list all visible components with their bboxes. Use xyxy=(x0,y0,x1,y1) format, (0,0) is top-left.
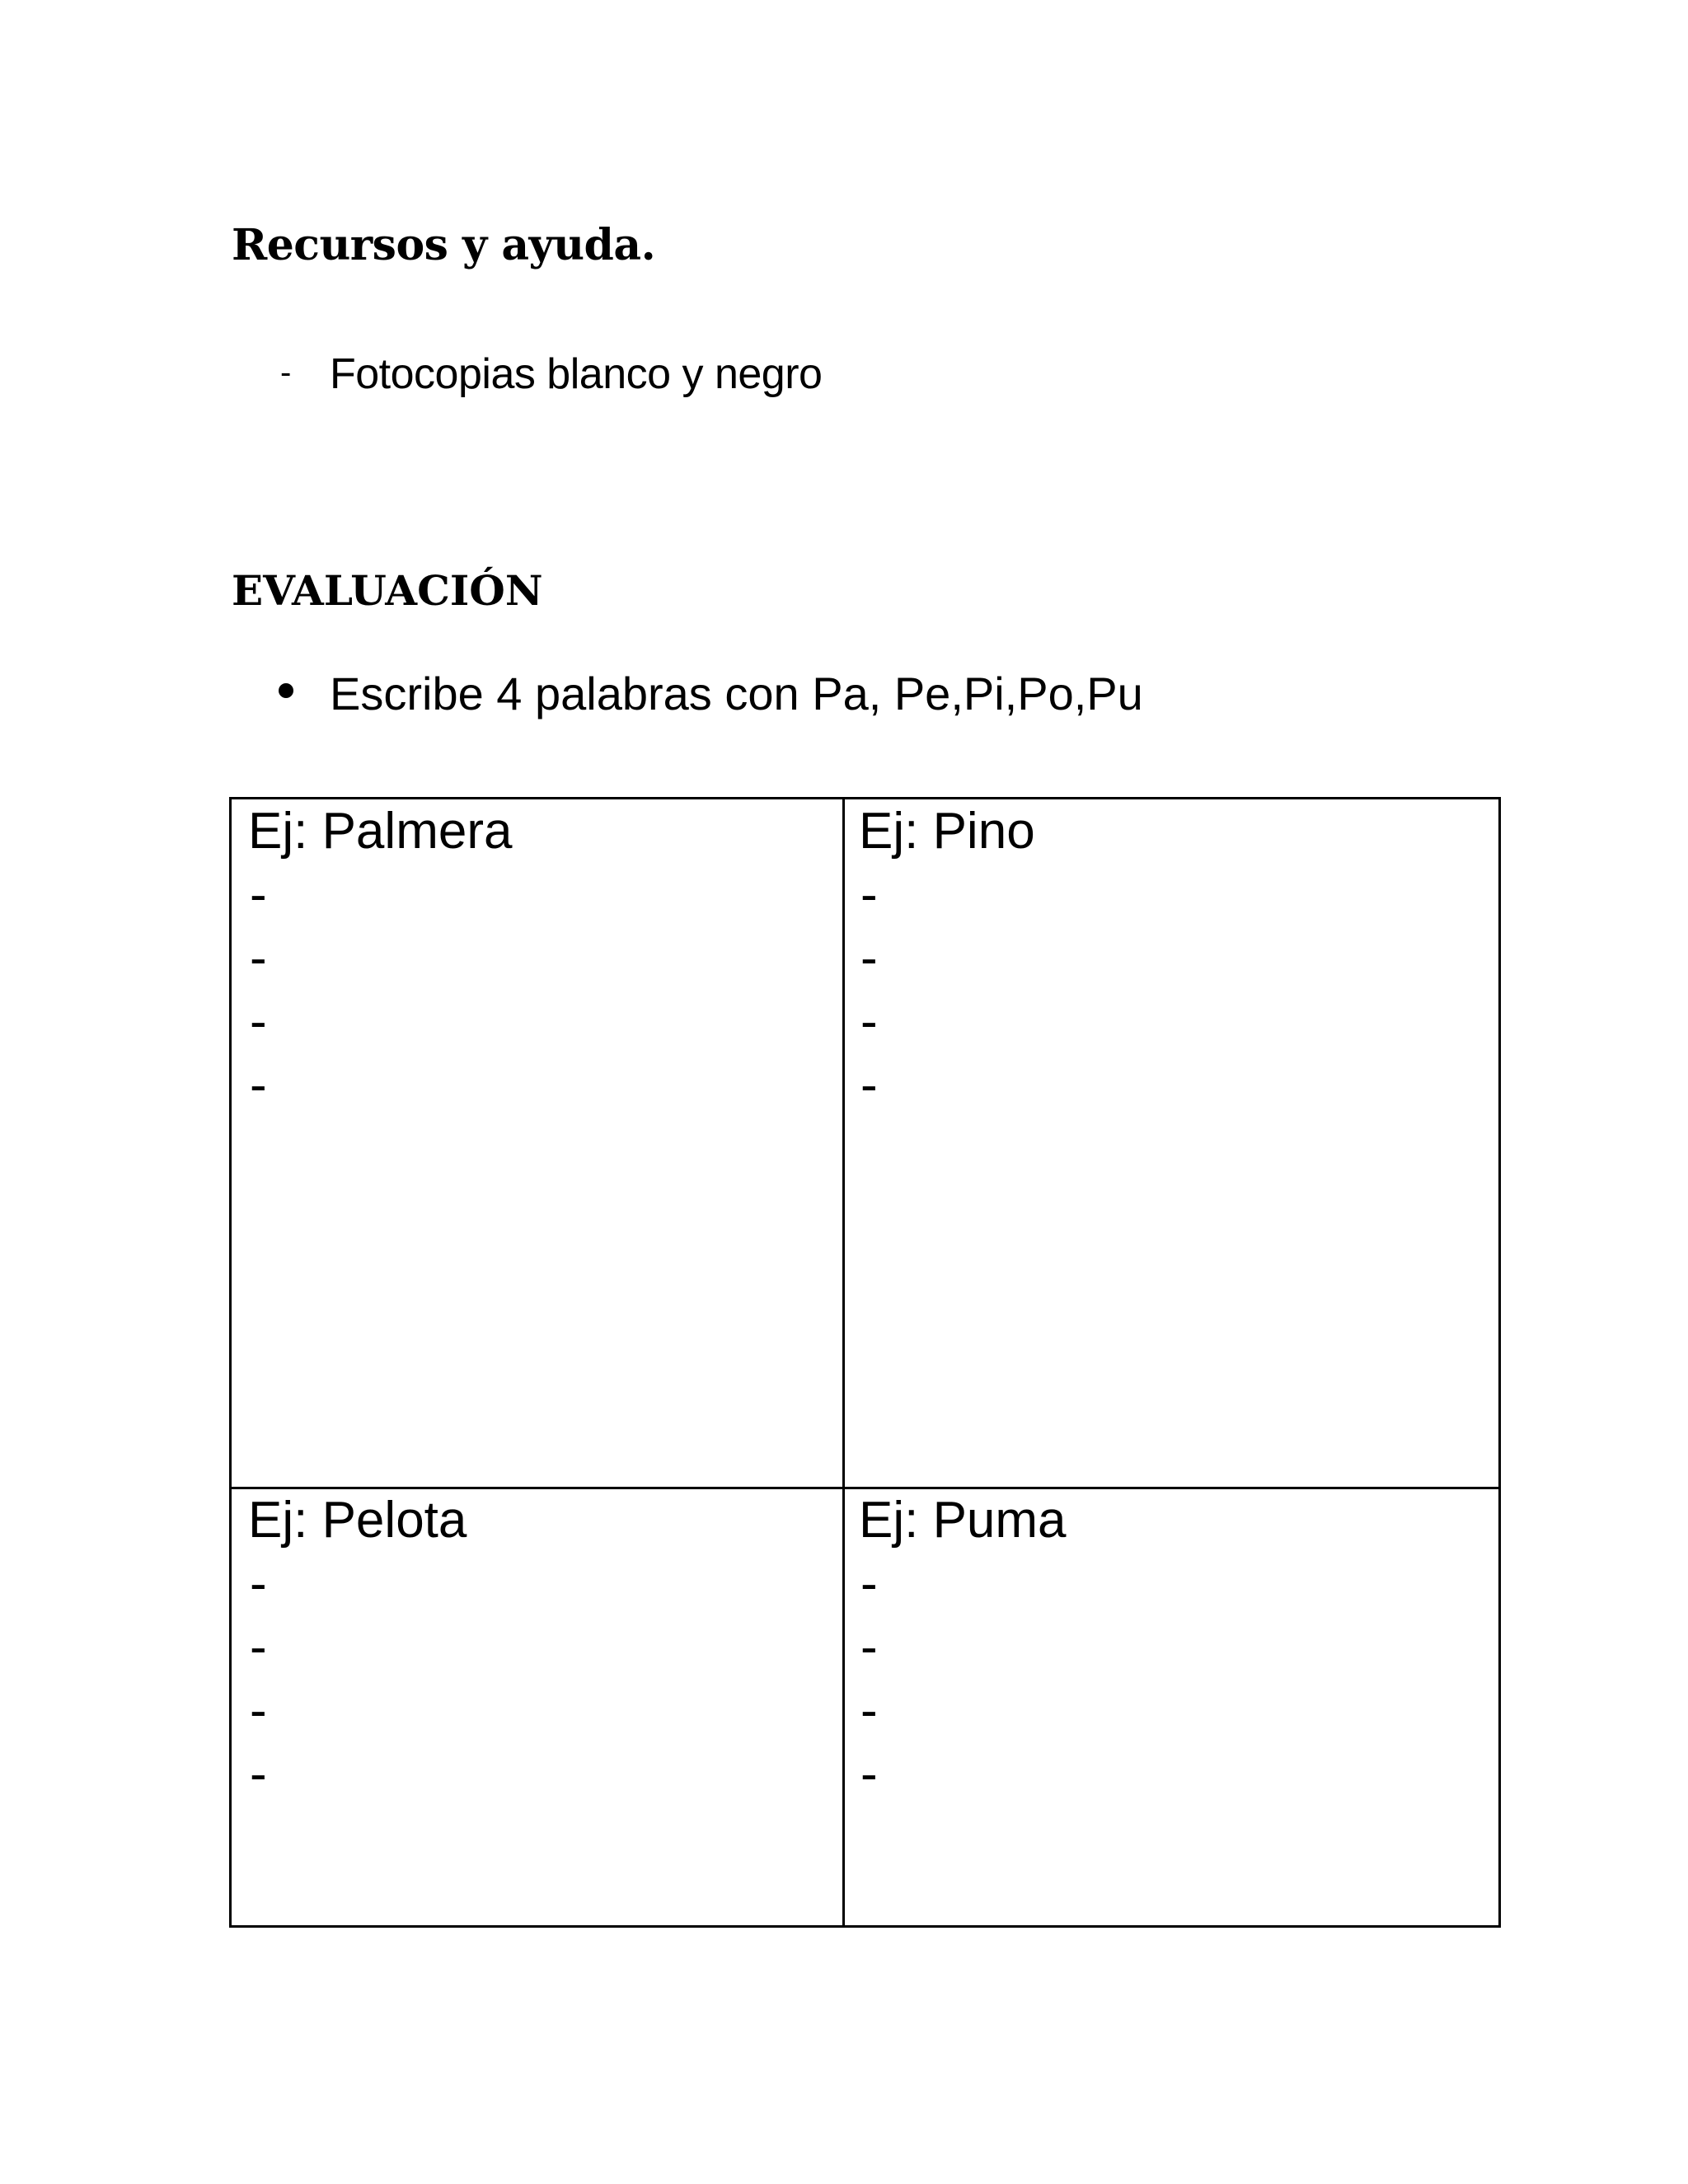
cell-title: Ej: Pino xyxy=(859,803,1035,860)
cell-title: Ej: Pelota xyxy=(248,1492,467,1549)
dash-marker: - xyxy=(280,354,292,391)
answer-line: - xyxy=(860,1057,878,1113)
bullet-icon xyxy=(279,683,293,698)
answer-line: - xyxy=(250,1619,267,1675)
word-table xyxy=(229,797,1501,1928)
cell-title: Ej: Palmera xyxy=(248,803,513,860)
resource-list-item xyxy=(280,350,823,398)
answer-line: - xyxy=(250,1682,267,1739)
table-cell-puma xyxy=(859,1488,1067,1806)
instruction-list-item xyxy=(279,668,1143,719)
cell-title: Ej: Puma xyxy=(859,1492,1067,1549)
answer-line: - xyxy=(860,1746,878,1802)
answer-line: - xyxy=(860,930,878,987)
answer-line: - xyxy=(250,993,267,1050)
answer-line: - xyxy=(860,993,878,1050)
section-heading-evaluation: EVALUACIÓN xyxy=(232,566,543,615)
table-divider-vertical xyxy=(842,799,845,1925)
resource-item-text: Fotocopias blanco y negro xyxy=(330,350,823,398)
answer-line: - xyxy=(250,866,267,923)
answer-line: - xyxy=(860,1555,878,1612)
answer-line: - xyxy=(860,866,878,923)
table-cell-pelota xyxy=(248,1488,467,1806)
instruction-text: Escribe 4 palabras con Pa, Pe,Pi,Po,Pu xyxy=(330,668,1143,719)
section-heading-resources: Recursos y ayuda. xyxy=(232,220,656,270)
answer-line: - xyxy=(250,930,267,987)
answer-line: - xyxy=(250,1746,267,1802)
table-cell-palmera xyxy=(248,799,512,1117)
answer-line: - xyxy=(860,1682,878,1739)
answer-line: - xyxy=(250,1555,267,1612)
table-cell-pino xyxy=(859,799,1035,1117)
answer-line: - xyxy=(250,1057,267,1113)
answer-line: - xyxy=(860,1619,878,1675)
